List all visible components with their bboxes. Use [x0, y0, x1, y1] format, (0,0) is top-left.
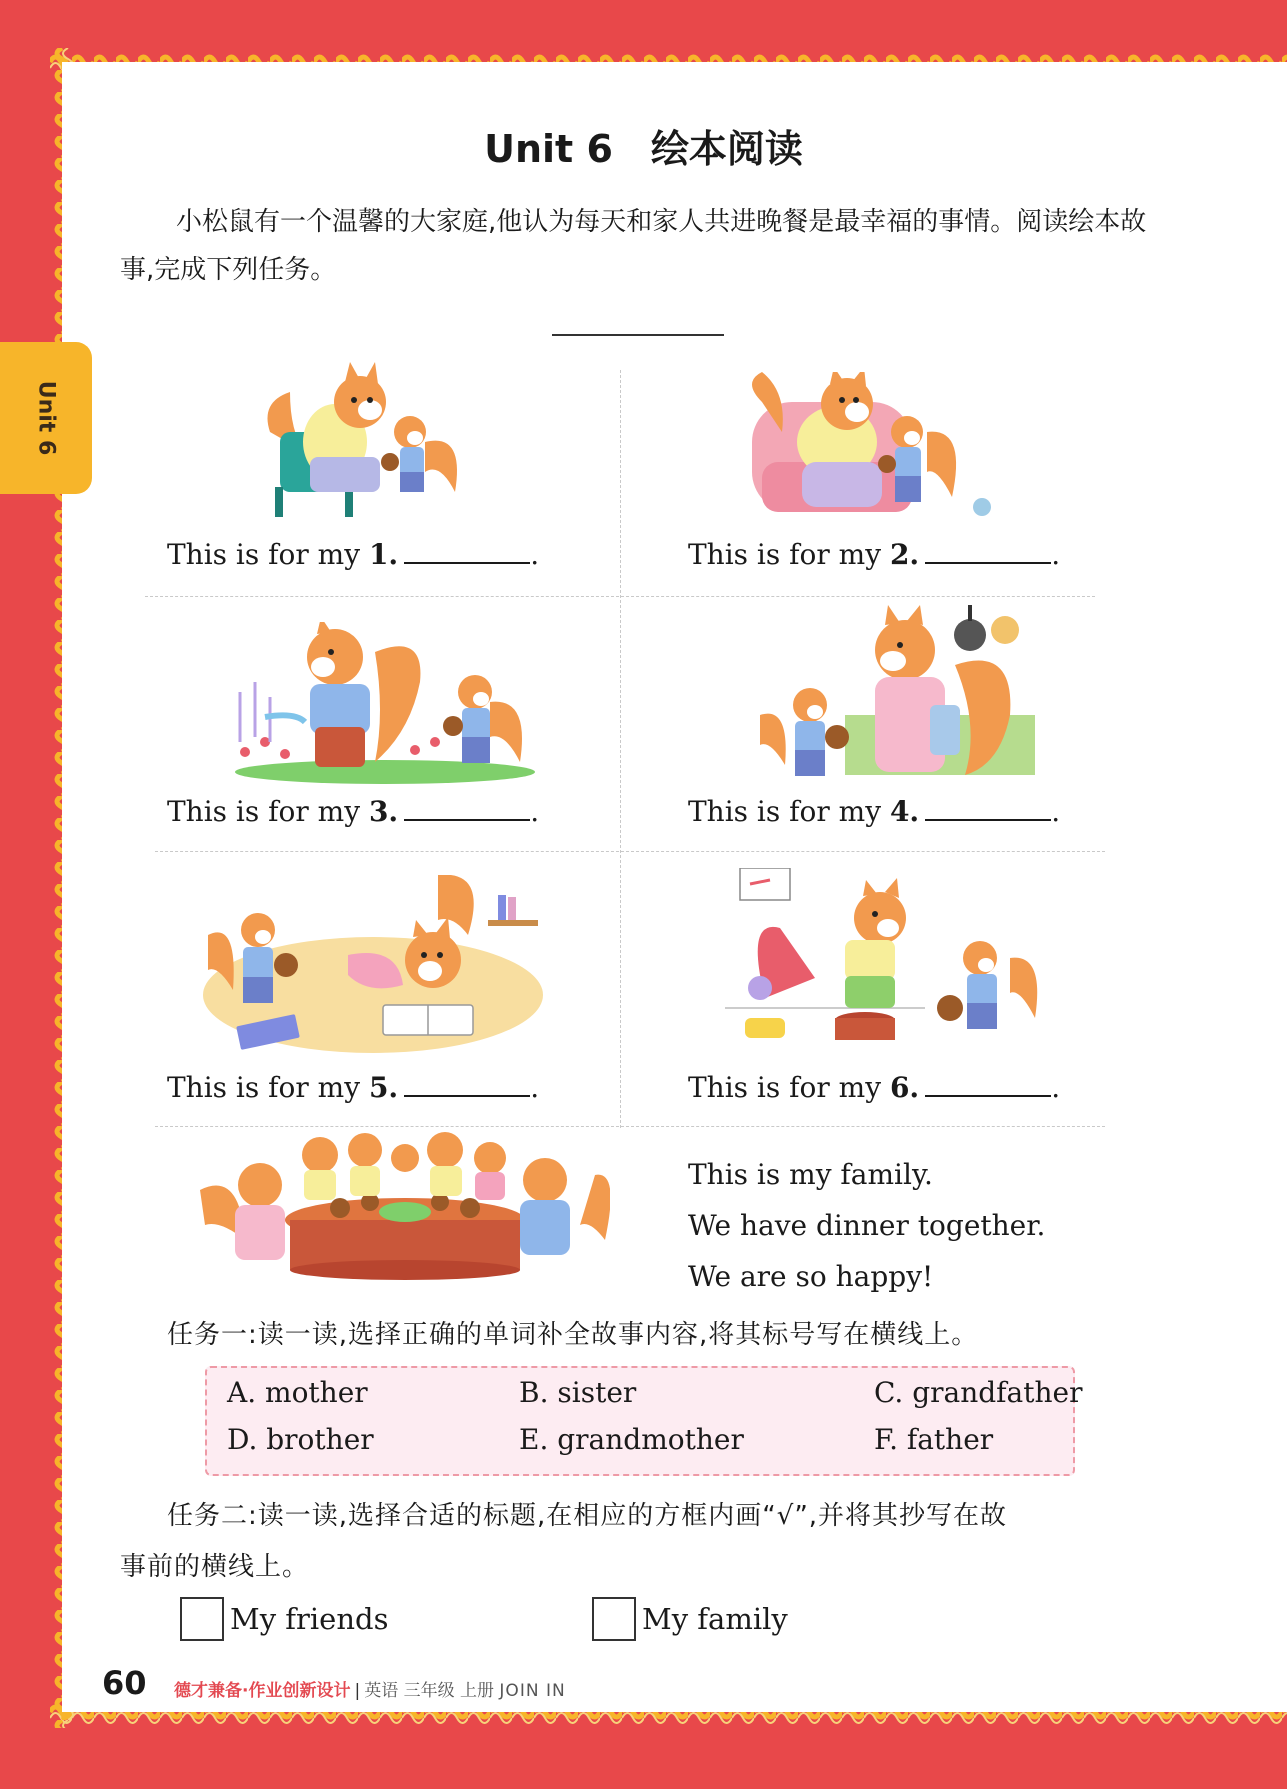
panel-6-number: 6.: [889, 1071, 920, 1104]
option-c: C. grandfather: [874, 1376, 1083, 1409]
panel-6-prefix: This is for my: [688, 1071, 882, 1104]
footer-edition: JOIN IN: [499, 1681, 566, 1701]
option-e: E. grandmother: [519, 1423, 744, 1456]
illustration-father: [225, 622, 545, 787]
panel-5-sentence: [167, 1071, 539, 1104]
page-number: 60: [102, 1664, 147, 1702]
ending-line-1: This is my family.: [688, 1158, 933, 1191]
panel-1-number: 1.: [368, 538, 399, 571]
panel-3-number: 3.: [368, 795, 399, 828]
footer-volume: 上册: [460, 1681, 495, 1701]
task1-instruction: 任务一:读一读,选择正确的单词补全故事内容,将其标号写在横线上。: [167, 1320, 979, 1350]
panel-6-suffix: .: [1051, 1071, 1061, 1104]
ending-line-2: We have dinner together.: [688, 1209, 1046, 1242]
panel-1-sentence: [167, 538, 539, 571]
illustration-mother: [755, 605, 1045, 785]
panel-3-answer-blank[interactable]: [404, 795, 530, 821]
checkbox-my-friends[interactable]: [180, 1597, 224, 1641]
panel-6-answer-blank[interactable]: [925, 1071, 1051, 1097]
checkbox-my-family[interactable]: [592, 1597, 636, 1641]
panel-5-suffix: .: [530, 1071, 540, 1104]
panel-3-sentence: [167, 795, 539, 828]
panel-4-sentence: [688, 795, 1060, 828]
story-title-blank: [552, 334, 724, 336]
panel-5-answer-blank[interactable]: [404, 1071, 530, 1097]
unit-side-tab-label: Unit 6: [33, 380, 59, 456]
task2-instruction-line1: 任务二:读一读,选择合适的标题,在相应的方框内画“√”,并将其抄写在故: [167, 1501, 1008, 1531]
panel-divider-vertical: [620, 370, 621, 1128]
panel-4-suffix: .: [1051, 795, 1061, 828]
panel-3-suffix: .: [530, 795, 540, 828]
illustration-sister: [198, 875, 543, 1055]
panel-1-answer-blank[interactable]: [404, 538, 530, 564]
panel-divider-row1: [145, 596, 1095, 597]
illustration-grandfather: [250, 362, 480, 522]
panel-2-prefix: This is for my: [688, 538, 882, 571]
panel-2-answer-blank[interactable]: [925, 538, 1051, 564]
panel-4-number: 4.: [889, 795, 920, 828]
option-f: F. father: [874, 1423, 994, 1456]
panel-1-prefix: This is for my: [167, 538, 361, 571]
choice-my-friends-label: My friends: [230, 1602, 389, 1636]
panel-4-answer-blank[interactable]: [925, 795, 1051, 821]
illustration-grandmother: [742, 372, 992, 522]
panel-2-sentence: [688, 538, 1060, 571]
choice-my-family-label: My family: [642, 1602, 788, 1636]
intro-paragraph: 小松鼠有一个温馨的大家庭,他认为每天和家人共进晚餐是最幸福的事情。阅读绘本故事,完成下列任务。: [120, 207, 1147, 285]
panel-3-prefix: This is for my: [167, 795, 361, 828]
panel-6-sentence: [688, 1071, 1060, 1104]
footer-info: 德才兼备·作业创新设计 | 英语 三年级 上册 JOIN IN: [174, 1681, 566, 1701]
footer-brand: 德才兼备·作业创新设计: [174, 1681, 351, 1701]
option-d: D. brother: [227, 1423, 374, 1456]
illustration-brother: [725, 868, 1045, 1053]
panel-1-suffix: .: [530, 538, 540, 571]
word-options-box: [205, 1366, 1083, 1476]
footer-grade: 三年级: [403, 1681, 455, 1701]
panel-divider-row2: [155, 851, 1105, 852]
panel-2-number: 2.: [889, 538, 920, 571]
panel-2-suffix: .: [1051, 538, 1061, 571]
panel-4-prefix: This is for my: [688, 795, 882, 828]
page-title: Unit 6 绘本阅读: [484, 127, 803, 171]
panel-5-prefix: This is for my: [167, 1071, 361, 1104]
task2-instruction-line2: 事前的横线上。: [120, 1552, 310, 1582]
illustration-family-dinner: [200, 1130, 610, 1280]
panel-divider-row3: [155, 1126, 1105, 1127]
option-b: B. sister: [519, 1376, 637, 1409]
panel-5-number: 5.: [368, 1071, 399, 1104]
footer-subject: 英语: [364, 1681, 399, 1701]
ending-line-3: We are so happy!: [688, 1260, 934, 1293]
option-a: A. mother: [227, 1376, 368, 1409]
unit-side-tab: [0, 342, 92, 494]
